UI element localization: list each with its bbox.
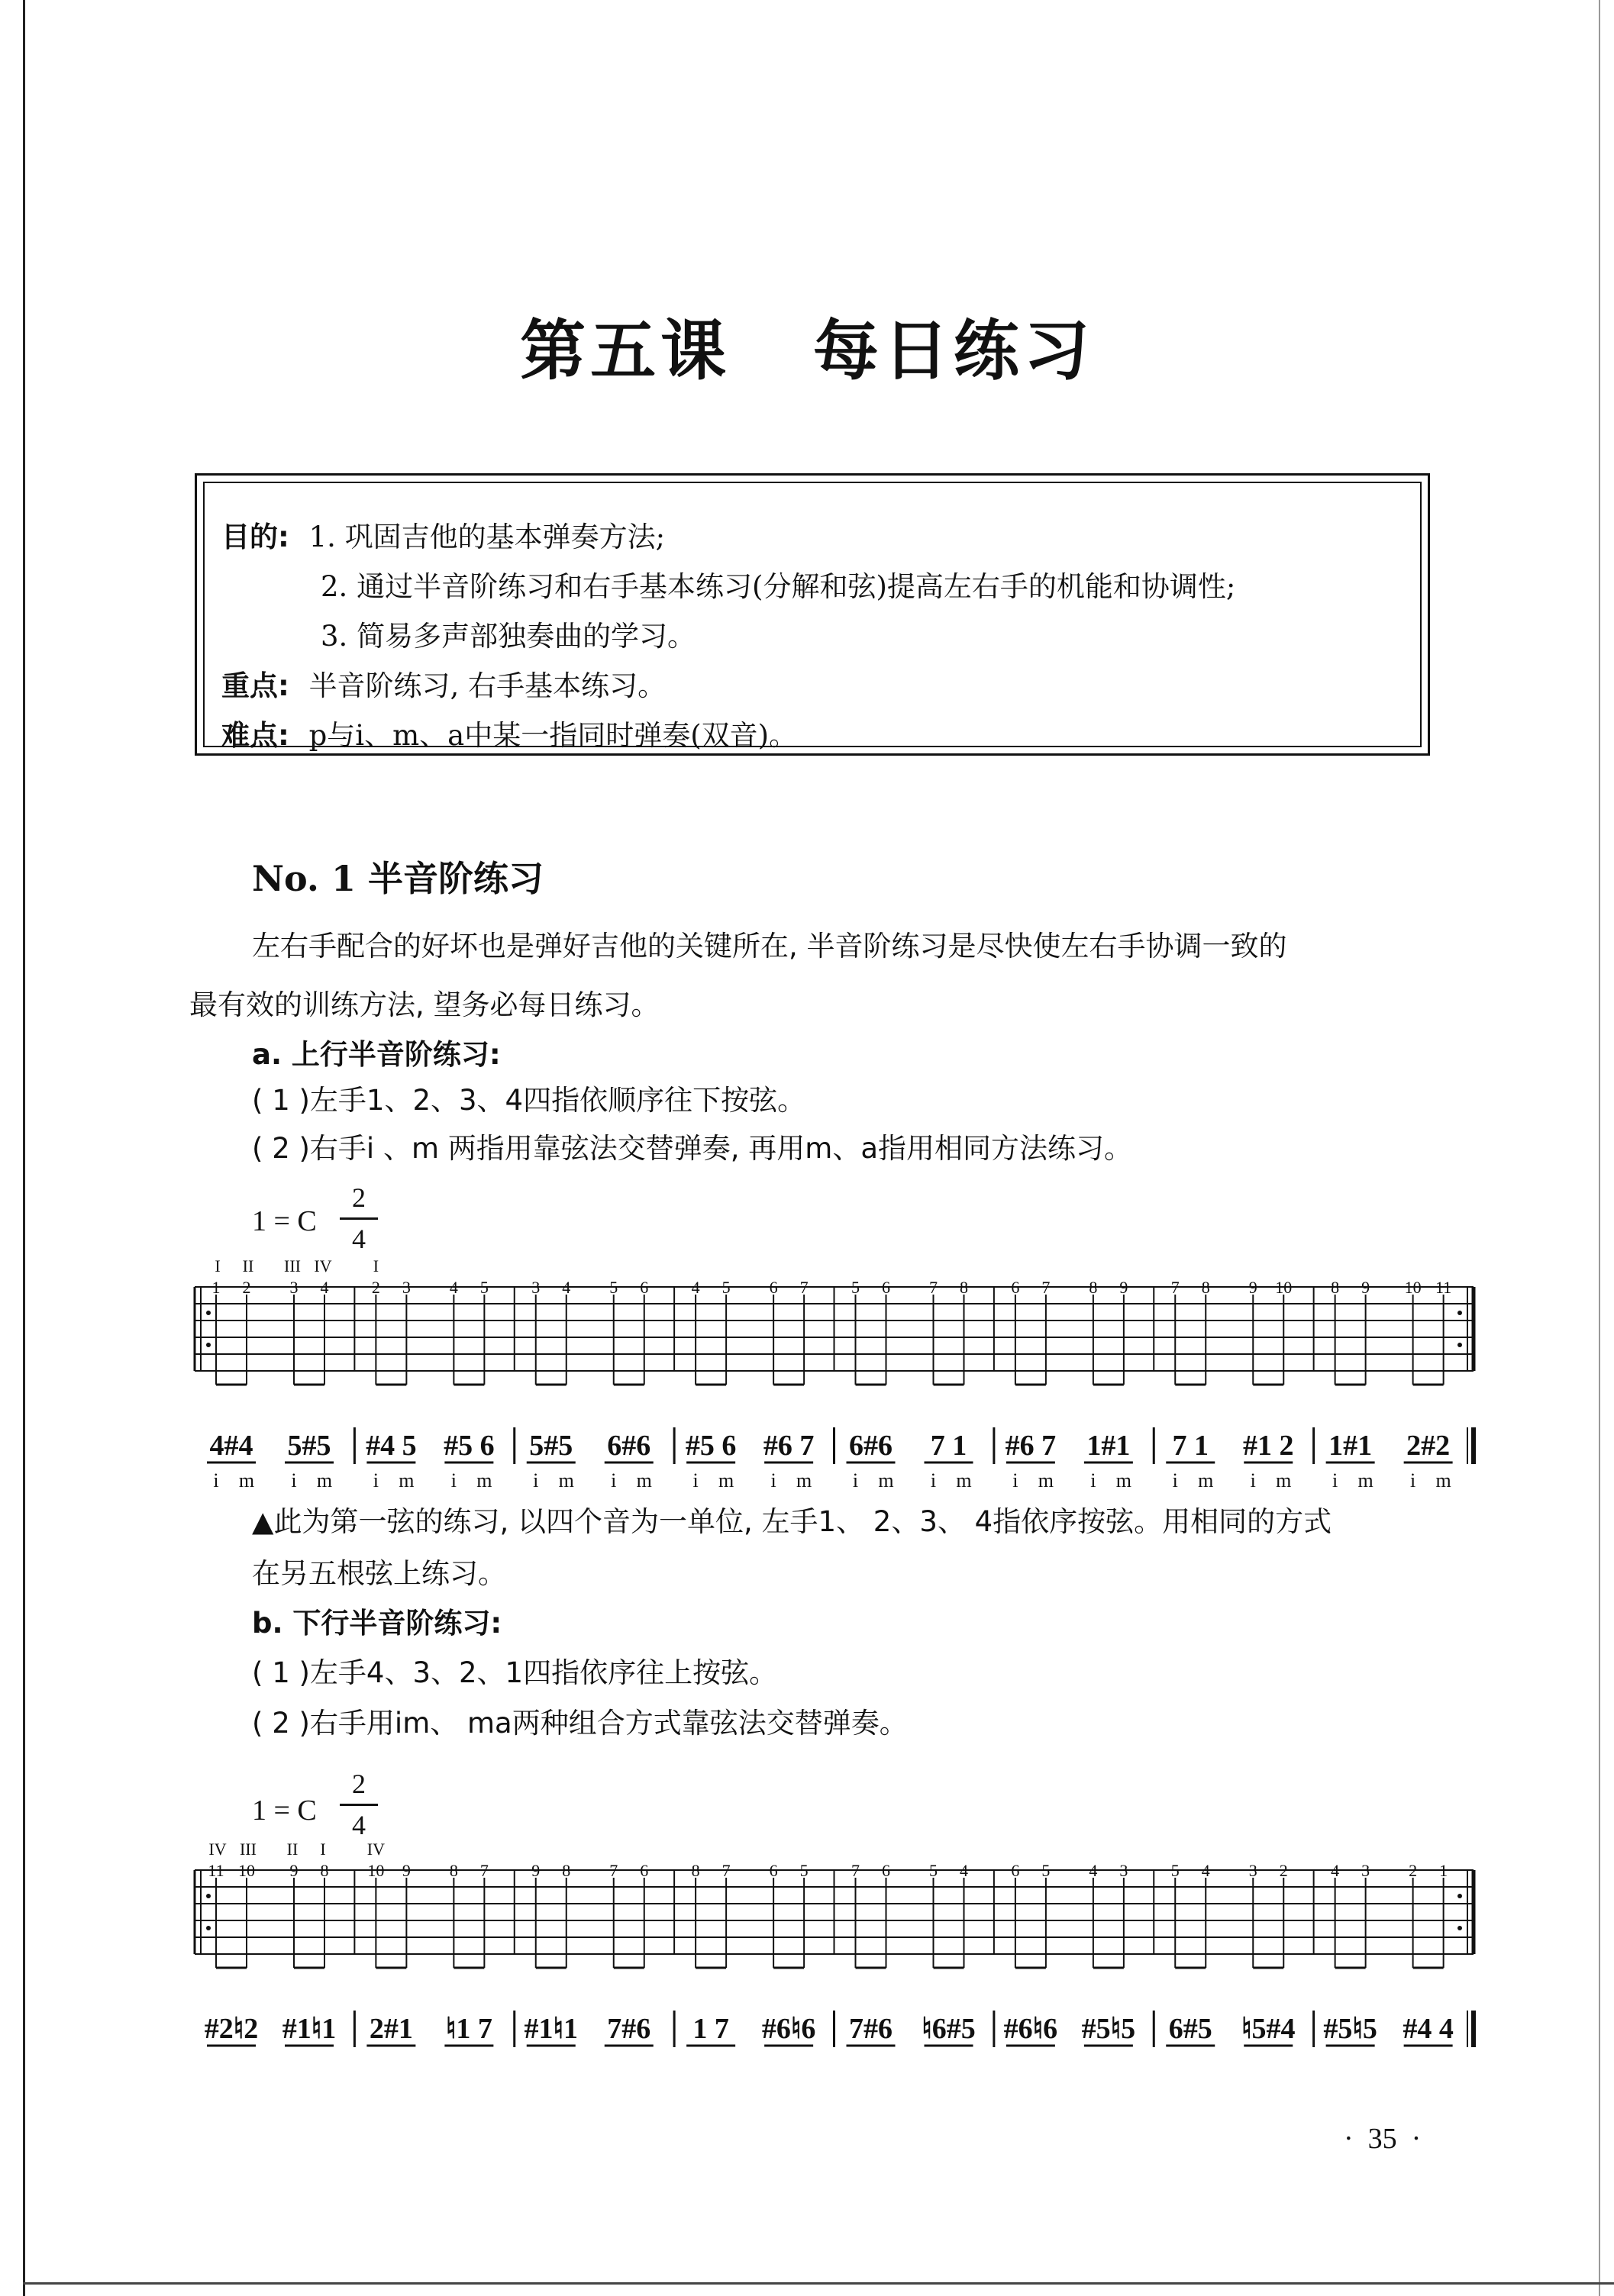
focus-label: 重点:: [221, 669, 289, 702]
exercise-b-numbered-note: #1♮1: [524, 2013, 579, 2045]
exercise-a-numbered-note: #6 7: [1005, 1430, 1057, 1462]
exercise-b-fret-number: 8: [691, 1861, 700, 1880]
exercise-b-position-roman: III: [240, 1840, 257, 1859]
exercise-b-fret-number: 5: [799, 1861, 809, 1880]
exercise-b-key: 1 = C: [252, 1795, 317, 1827]
exercise-a-time-top: 2: [352, 1182, 366, 1213]
exercise-b-position-roman: IV: [366, 1840, 385, 1859]
exercise-b-fret-number: 3: [1248, 1861, 1257, 1880]
exercise-a-time-bottom: 4: [352, 1224, 366, 1254]
exercise-a-numbered-note: 2#2: [1406, 1430, 1451, 1462]
exercise-a-fingering: m: [878, 1469, 894, 1491]
exercise-b-fret-number: 4: [960, 1861, 968, 1880]
exercise-b-fret-number: 5: [1041, 1861, 1051, 1880]
difficulty-label: 难点:: [221, 719, 289, 752]
exercise-a-fret-number: 8: [1201, 1278, 1210, 1297]
exercise-a-fret-number: 9: [1248, 1278, 1257, 1297]
exercise-b-fret-number: 3: [1119, 1861, 1128, 1880]
exercise-a-numbered-note: #5 6: [685, 1430, 737, 1462]
exercise-b-numbered-note: 6#5: [1168, 2013, 1212, 2045]
section-heading: No. 1 半音阶练习: [252, 858, 544, 899]
exercise-b-fret-number: 8: [449, 1861, 458, 1880]
exercise-a-numbered-note: #5 6: [444, 1430, 495, 1462]
exercise-b-numbered-note: 7#6: [607, 2013, 651, 2045]
exercise-b-time-top: 2: [352, 1769, 366, 1799]
exercise-a-numbered-note: 6#6: [607, 1430, 651, 1462]
exercise-a-numbered-note: 1#1: [1328, 1430, 1373, 1462]
exercise-b-fret-number: 11: [208, 1861, 224, 1880]
exercise-b-numbered-note: #5♮5: [1323, 2013, 1377, 2045]
exercise-a-fret-number: 7: [799, 1278, 809, 1297]
exercise-b-fret-number: 10: [238, 1861, 255, 1880]
exercise-a-numbered-note: 4#4: [209, 1430, 253, 1462]
exercise-b-fret-number: 3: [1361, 1861, 1370, 1880]
exercise-a-fingering: i: [1250, 1469, 1256, 1491]
difficulty-text: p与i、m、a中某一指同时弹奏(双音)。: [308, 719, 798, 752]
exercise-a-fingering: m: [238, 1469, 255, 1491]
exercise-a-title: a. 上行半音阶练习:: [252, 1038, 501, 1071]
exercise-a-numbered-note: 5#5: [287, 1430, 331, 1462]
page-number: · 35 ·: [1344, 2123, 1422, 2155]
exercise-b-fret-number: 8: [562, 1861, 571, 1880]
exercise-a-fret-number: 3: [402, 1278, 411, 1297]
exercise-a-fingering: m: [1198, 1469, 1214, 1491]
exercise-a-position-roman: IV: [314, 1256, 332, 1275]
intro-line-1: 左右手配合的好坏也是弹好吉他的关键所在, 半音阶练习是尽快使左右手协调一致的: [252, 930, 1287, 963]
exercise-a-fingering: i: [533, 1469, 539, 1491]
exercise-b-fret-number: 6: [640, 1861, 649, 1880]
exercise-a-fret-number: 5: [479, 1278, 489, 1297]
exercise-b-numbered-note: #5♮5: [1081, 2013, 1136, 2045]
exercise-b-fret-number: 2: [1409, 1861, 1418, 1880]
exercise-a-numbered-note: 6#6: [849, 1430, 893, 1462]
exercise-a-fret-number: 8: [1089, 1278, 1098, 1297]
exercise-b-time-bottom: 4: [352, 1810, 366, 1840]
exercise-a-fingering: m: [399, 1469, 415, 1491]
exercise-a-numbered-note: #4 5: [366, 1430, 417, 1462]
exercise-a-fret-number: 10: [1275, 1278, 1293, 1297]
exercise-b-fret-number: 8: [320, 1861, 329, 1880]
exercise-a-fingering: i: [692, 1469, 699, 1491]
exercise-b-numbered-note: 2#1: [369, 2013, 413, 2045]
exercise-a-fingering: m: [1276, 1469, 1292, 1491]
exercise-b-fret-number: 5: [929, 1861, 938, 1880]
purpose-label: 目的:: [221, 521, 289, 553]
exercise-a-position-roman: II: [242, 1256, 254, 1275]
exercise-b-numbered-note: ♮6#5: [922, 2013, 976, 2045]
exercise-b-fret-number: 9: [402, 1861, 411, 1880]
exercise-b-numbered-note: 7#6: [849, 2013, 893, 2045]
exercise-b-step-1: ( 1 )左手4、3、2、1四指依序往上按弦。: [252, 1656, 778, 1689]
exercise-a-fret-number: 7: [929, 1278, 938, 1297]
purpose-text-1: 1. 巩固吉他的基本弹奏方法;: [308, 521, 666, 553]
exercise-a-fingering: i: [1332, 1469, 1338, 1491]
exercise-a-fingering: m: [316, 1469, 333, 1491]
exercise-a-fingering: i: [291, 1469, 297, 1491]
exercise-a-fingering: m: [1115, 1469, 1131, 1491]
exercise-a-fret-number: 8: [1331, 1278, 1340, 1297]
exercise-a-fret-number: 7: [1041, 1278, 1051, 1297]
exercise-b-fret-number: 7: [609, 1861, 618, 1880]
exercise-a-position-roman: I: [373, 1256, 379, 1275]
exercise-b-fret-number: 4: [1201, 1861, 1210, 1880]
exercise-b-numbered-note: 1 7: [692, 2013, 729, 2045]
exercise-a-step-1: ( 1 )左手1、2、3、4四指依顺序往下按弦。: [252, 1084, 806, 1117]
exercise-a-numbered-note: 1#1: [1086, 1430, 1131, 1462]
exercise-a-fingering: i: [770, 1469, 776, 1491]
exercise-b-fret-number: 6: [1011, 1861, 1020, 1880]
exercise-b-numbered-note: #1♮1: [282, 2013, 337, 2045]
exercise-a-fingering: i: [611, 1469, 617, 1491]
exercise-b-repeat-dot: [1457, 1926, 1462, 1930]
exercise-b-fret-number: 4: [1331, 1861, 1340, 1880]
exercise-a-step-2: ( 2 )右手i 、m 两指用靠弦法交替弹奏, 再用m、a指用相同方法练习。: [252, 1132, 1133, 1165]
exercise-a-fret-number: 5: [721, 1278, 731, 1297]
exercise-a-fret-number: 4: [449, 1278, 458, 1297]
exercise-a-fret-number: 6: [882, 1278, 890, 1297]
exercise-a-numbered-note: 5#5: [529, 1430, 573, 1462]
exercise-b-fret-number: 7: [851, 1861, 860, 1880]
exercise-a-fret-number: 4: [562, 1278, 571, 1297]
exercise-b-numbered-note: ♮5#4: [1241, 2013, 1296, 2045]
exercise-a-fret-number: 6: [1011, 1278, 1020, 1297]
exercise-b-numbered-note: ♮1 7: [445, 2013, 492, 2045]
exercise-a-fret-number: 3: [289, 1278, 299, 1297]
exercise-a-fret-number: 2: [242, 1278, 251, 1297]
exercise-a-fingering: m: [636, 1469, 652, 1491]
exercise-a-fret-number: 2: [371, 1278, 380, 1297]
exercise-a-numbered-note: #1 2: [1243, 1430, 1294, 1462]
exercise-a-fingering: i: [930, 1469, 937, 1491]
purpose-text-3: 3. 简易多声部独奏曲的学习。: [321, 620, 696, 653]
exercise-b-repeat-dot: [206, 1894, 211, 1898]
exercise-a-fret-number: 6: [640, 1278, 649, 1297]
exercise-a-numbered-note: 7 1: [1172, 1430, 1209, 1462]
exercise-b-position-roman: II: [286, 1840, 299, 1859]
exercise-a-fingering: i: [450, 1469, 457, 1491]
exercise-b-fret-number: 7: [479, 1861, 489, 1880]
focus-text: 半音阶练习, 右手基本练习。: [308, 669, 667, 702]
exercise-a-fret-number: 10: [1404, 1278, 1422, 1297]
exercise-b-fret-number: 10: [367, 1861, 385, 1880]
exercise-b-fret-number: 1: [1439, 1861, 1448, 1880]
exercise-a-fret-number: 4: [320, 1278, 329, 1297]
exercise-a-fingering: i: [1410, 1469, 1416, 1491]
exercise-b-fret-number: 2: [1279, 1861, 1288, 1880]
exercise-a-fret-number: 11: [1435, 1278, 1452, 1297]
exercise-b-position-roman: IV: [208, 1840, 227, 1859]
exercise-a-fret-number: 3: [531, 1278, 541, 1297]
exercise-b-repeat-dot: [1457, 1894, 1462, 1898]
exercise-a-fingering: i: [1172, 1469, 1178, 1491]
exercise-a-note-1: ▲此为第一弦的练习, 以四个音为一单位, 左手1、 2、3、 4指依序按弦。用相同的方式: [252, 1505, 1332, 1538]
exercise-a-fingering: m: [1435, 1469, 1451, 1491]
purpose-text-2: 2. 通过半音阶练习和右手基本练习(分解和弦)提高左右手的机能和协调性;: [321, 570, 1236, 603]
exercise-a-fingering: m: [1357, 1469, 1374, 1491]
exercise-a-fingering: m: [956, 1469, 972, 1491]
exercise-a-fingering: i: [213, 1469, 219, 1491]
exercise-b-fret-number: 4: [1089, 1861, 1098, 1880]
exercise-a-fret-number: 9: [1361, 1278, 1370, 1297]
exercise-b-fret-number: 9: [289, 1861, 299, 1880]
exercise-b-numbered-note: #2♮2: [204, 2013, 259, 2045]
exercise-a-fret-number: 9: [1119, 1278, 1128, 1297]
exercise-a-position-roman: III: [284, 1256, 301, 1275]
exercise-a-fret-number: 6: [769, 1278, 778, 1297]
exercise-a-fingering: m: [558, 1469, 574, 1491]
exercise-b-fret-number: 6: [882, 1861, 890, 1880]
exercise-b-numbered-note: #6♮6: [761, 2013, 816, 2045]
exercise-a-fret-number: 4: [691, 1278, 700, 1297]
exercise-a-fingering: i: [1012, 1469, 1018, 1491]
exercise-b-position-roman: I: [320, 1840, 326, 1859]
exercise-a-fret-number: 8: [960, 1278, 968, 1297]
exercise-b-fret-number: 9: [531, 1861, 541, 1880]
exercise-b-repeat-dot: [206, 1926, 211, 1930]
exercise-b-numbered-note: #6♮6: [1003, 2013, 1058, 2045]
exercise-a-fingering: i: [373, 1469, 379, 1491]
exercise-b-fret-number: 5: [1170, 1861, 1180, 1880]
exercise-b-fret-number: 6: [769, 1861, 778, 1880]
lesson-title: 第五课 每日练习: [520, 312, 1094, 389]
exercise-a-fingering: i: [1090, 1469, 1096, 1491]
exercise-b-title: b. 下行半音阶练习:: [252, 1607, 502, 1640]
exercise-a-fret-number: 5: [609, 1278, 618, 1297]
exercise-b-numbered-note: #4 4: [1403, 2013, 1454, 2045]
exercise-a-fingering: m: [1038, 1469, 1054, 1491]
exercise-b-step-2: ( 2 )右手用im、 ma两种组合方式靠弦法交替弹奏。: [252, 1707, 908, 1740]
exercise-a-fingering: m: [476, 1469, 492, 1491]
exercise-a-note-2: 在另五根弦上练习。: [252, 1557, 506, 1590]
exercise-a-position-roman: I: [215, 1256, 221, 1275]
exercise-a-fingering: i: [852, 1469, 859, 1491]
exercise-a-fingering: m: [718, 1469, 734, 1491]
exercise-b-fret-number: 7: [721, 1861, 731, 1880]
exercise-a-fret-number: 5: [851, 1278, 860, 1297]
exercise-a-fret-number: 7: [1170, 1278, 1180, 1297]
intro-line-2: 最有效的训练方法, 望务必每日练习。: [189, 988, 660, 1021]
exercise-a-fret-number: 1: [211, 1278, 221, 1297]
exercise-a-numbered-note: #6 7: [763, 1430, 815, 1462]
exercise-a-key: 1 = C: [252, 1205, 317, 1237]
exercise-a-numbered-note: 7 1: [930, 1430, 967, 1462]
exercise-a-fingering: m: [796, 1469, 812, 1491]
